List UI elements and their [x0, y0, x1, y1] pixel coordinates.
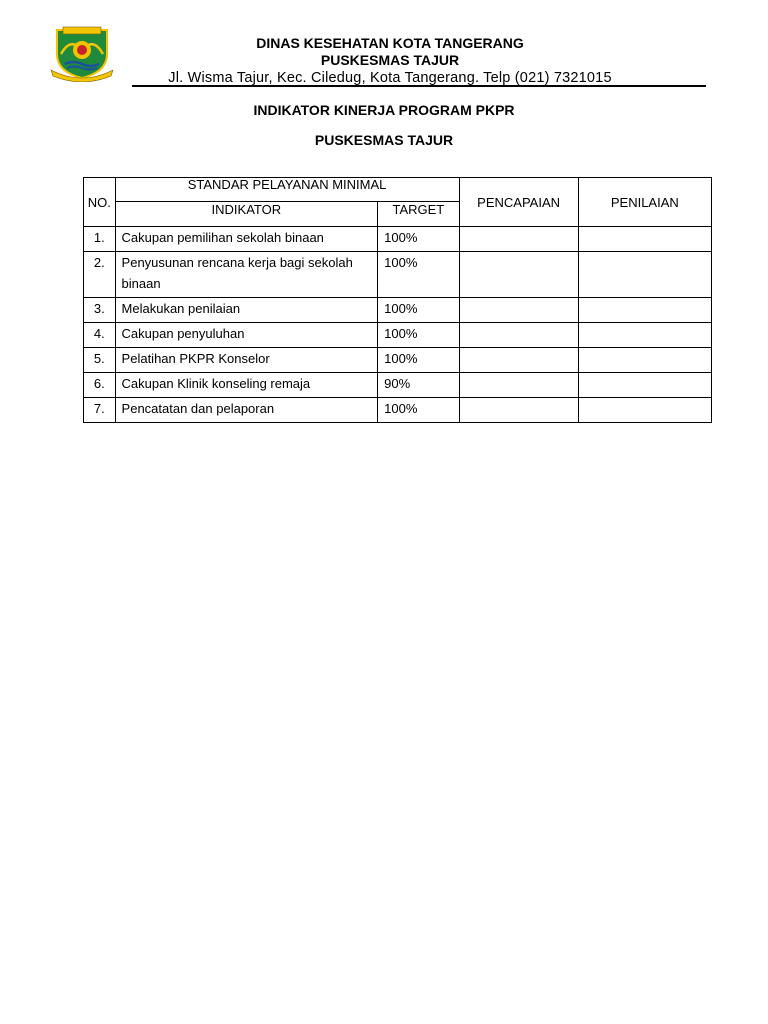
header-penilaian: PENILAIAN: [578, 178, 711, 227]
row-indikator: Cakupan penyuluhan: [115, 323, 378, 348]
row-pencapaian: [459, 373, 578, 398]
row-pencapaian: [459, 348, 578, 373]
row-penilaian: [578, 252, 711, 298]
header-spm: STANDAR PELAYANAN MINIMAL: [115, 178, 459, 202]
row-target: 100%: [378, 298, 459, 323]
row-penilaian: [578, 398, 711, 423]
indicator-table: [83, 177, 712, 423]
row-indikator: Cakupan pemilihan sekolah binaan: [115, 227, 378, 252]
row-no: 5.: [84, 348, 116, 373]
row-no: 3.: [84, 298, 116, 323]
header-target: TARGET: [378, 202, 459, 227]
table-row: [84, 252, 712, 298]
row-indikator: Pelatihan PKPR Konselor: [115, 348, 378, 373]
header-no: NO.: [84, 178, 116, 227]
document-title: INDIKATOR KINERJA PROGRAM PKPR: [253, 102, 515, 118]
row-pencapaian: [459, 298, 578, 323]
row-no: 7.: [84, 398, 116, 423]
letterhead: [120, 35, 660, 88]
letterhead-divider: [132, 85, 706, 87]
document-subtitle: PUSKESMAS TAJUR: [314, 132, 454, 148]
row-target: 100%: [378, 323, 459, 348]
table-row: [84, 323, 712, 348]
row-indikator: Melakukan penilaian: [115, 298, 378, 323]
row-indikator: Penyusunan rencana kerja bagi sekolah binaan: [115, 252, 378, 298]
row-penilaian: [578, 348, 711, 373]
row-pencapaian: [459, 323, 578, 348]
row-pencapaian: [459, 227, 578, 252]
row-target: 90%: [378, 373, 459, 398]
table-header-row: [84, 178, 712, 202]
kota-tangerang-logo: [49, 24, 115, 82]
row-indikator: Pencatatan dan pelaporan: [115, 398, 378, 423]
row-penilaian: [578, 298, 711, 323]
row-no: 4.: [84, 323, 116, 348]
row-indikator: Cakupan Klinik konseling remaja: [115, 373, 378, 398]
agency-name: DINAS KESEHATAN KOTA TANGERANG: [256, 35, 524, 51]
table-row: [84, 227, 712, 252]
row-penilaian: [578, 323, 711, 348]
header-pencapaian: PENCAPAIAN: [459, 178, 578, 227]
row-no: 1.: [84, 227, 116, 252]
row-no: 6.: [84, 373, 116, 398]
row-target: 100%: [378, 252, 459, 298]
table-row: [84, 348, 712, 373]
row-penilaian: [578, 373, 711, 398]
table-row: [84, 298, 712, 323]
table-row: [84, 398, 712, 423]
address-line: Jl. Wisma Tajur, Kec. Ciledug, Kota Tangerang. Telp (021) 7321015: [168, 70, 612, 86]
row-penilaian: [578, 227, 711, 252]
facility-name: PUSKESMAS TAJUR: [320, 52, 460, 68]
table-row: [84, 373, 712, 398]
row-pencapaian: [459, 398, 578, 423]
row-target: 100%: [378, 398, 459, 423]
header-indikator: INDIKATOR: [115, 202, 378, 227]
row-pencapaian: [459, 252, 578, 298]
row-no: 2.: [84, 252, 116, 298]
row-target: 100%: [378, 227, 459, 252]
row-target: 100%: [378, 348, 459, 373]
